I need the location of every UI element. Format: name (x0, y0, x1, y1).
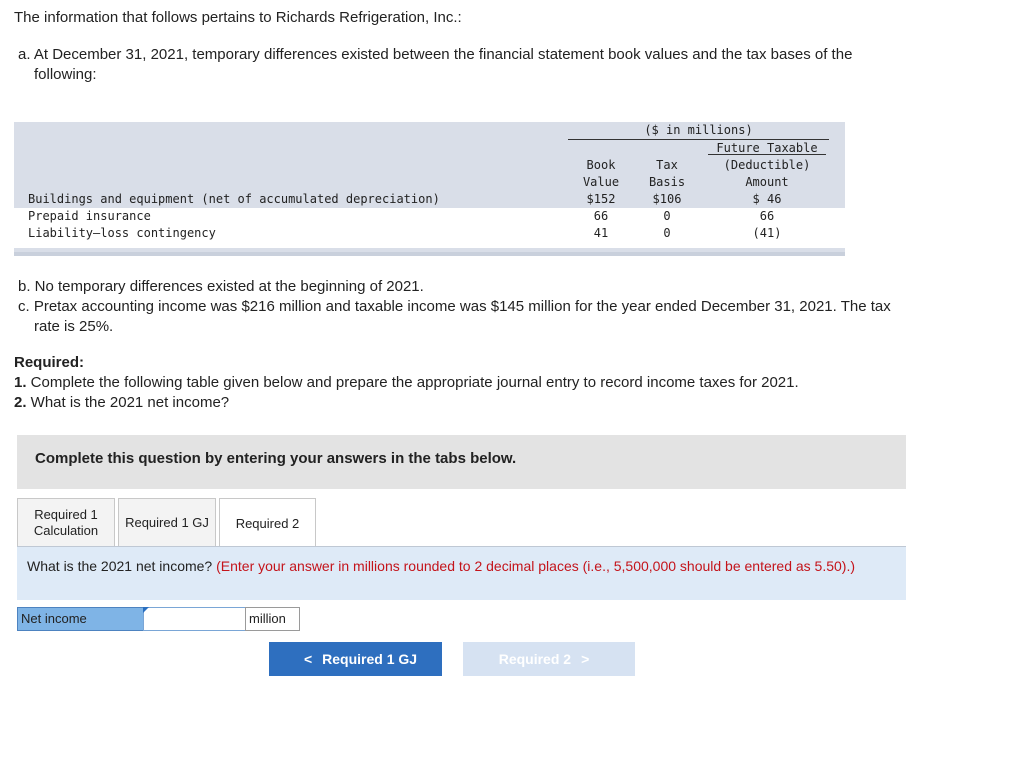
tax-header-line1: Tax (656, 158, 678, 172)
row-future-buildings: $ 46 (752, 192, 782, 206)
next-required-2-button (463, 642, 635, 676)
item-c-line2: rate is 25%. (34, 318, 114, 335)
question-box (17, 547, 906, 600)
temporary-differences-table (14, 122, 845, 256)
row-book-buildings: $152 (586, 192, 616, 206)
tab-label: Required 2 (235, 515, 300, 531)
tax-header-line2: Basis (648, 175, 686, 189)
row-book-liability: 41 (593, 226, 609, 240)
tab-label: Required 1 GJ (125, 514, 209, 530)
row-label-prepaid: Prepaid insurance (28, 209, 151, 223)
intro-text: The information that follows pertains to Richards Refrigeration, Inc.: (14, 9, 462, 26)
required-section (14, 353, 799, 413)
items-b-c (18, 277, 988, 337)
required-item2-text: What is the 2021 net income? (26, 394, 230, 411)
future-header-line3: Amount (745, 175, 789, 189)
row-tax-liability: 0 (663, 226, 671, 240)
prev-required-1-gj-button[interactable] (269, 642, 442, 676)
chevron-left-icon: < (303, 651, 313, 667)
future-header-line2: (Deductible) (723, 158, 811, 172)
net-income-input[interactable] (143, 607, 253, 631)
tab-label-line1: Required 1 (34, 506, 98, 522)
row-book-prepaid: 66 (593, 209, 609, 223)
row-label-buildings: Buildings and equipment (net of accumulated depreciation) (28, 192, 440, 206)
tab-required-1-gj[interactable] (118, 498, 216, 546)
item-a (18, 45, 958, 85)
tab-label-line2: Calculation (33, 522, 99, 538)
net-income-label: Net income (17, 607, 146, 631)
next-button-label: Required 2 (498, 651, 572, 667)
chevron-right-icon: > (581, 651, 590, 667)
future-header-rule (708, 154, 826, 155)
row-tax-prepaid: 0 (663, 209, 671, 223)
book-header-line2: Value (582, 175, 620, 189)
question-text: What is the 2021 net income? (27, 558, 217, 574)
instruction-box (17, 435, 906, 489)
row-future-liability: (41) (752, 226, 782, 240)
item-c-line1: c. Pretax accounting income was $216 million and taxable income was $145 million for the year ended December 31, 2021. The tax (18, 298, 891, 315)
item-a-line2: following: (34, 66, 97, 83)
book-header-line1: Book (586, 158, 616, 172)
item-a-line1: At December 31, 2021, temporary differences existed between the financial statement book values and the tax bases of the (33, 46, 853, 63)
prev-button-label: Required 1 GJ (322, 651, 418, 667)
item-b: b. No temporary differences existed at the beginning of 2021. (18, 278, 424, 295)
item-a-label: a. (18, 46, 31, 63)
future-header-line1: Future Taxable (716, 141, 818, 155)
unit-label: million (245, 607, 300, 631)
row-future-prepaid: 66 (759, 209, 775, 223)
table-body (14, 208, 845, 248)
required-item1-text: Complete the following table given below and prepare the appropriate journal entry to record income taxes for 2021. (26, 374, 799, 391)
tab-required-1-calculation[interactable] (17, 498, 115, 546)
required-item2-num: 2. (14, 394, 27, 411)
required-heading: Required: (14, 354, 85, 371)
instruction-text: Complete this question by entering your answers in the tabs below. (35, 450, 517, 467)
units-header: ($ in millions) (644, 123, 753, 137)
question-hint: (Enter your answer in millions rounded to 2 decimal places (i.e., 5,500,000 should be entered as 5.50).) (216, 558, 856, 574)
required-item1-num: 1. (14, 374, 27, 391)
row-tax-buildings: $106 (652, 192, 682, 206)
tab-required-2[interactable] (219, 498, 316, 548)
row-label-liability: Liability—loss contingency (28, 226, 216, 240)
input-corner-marker (143, 607, 149, 613)
